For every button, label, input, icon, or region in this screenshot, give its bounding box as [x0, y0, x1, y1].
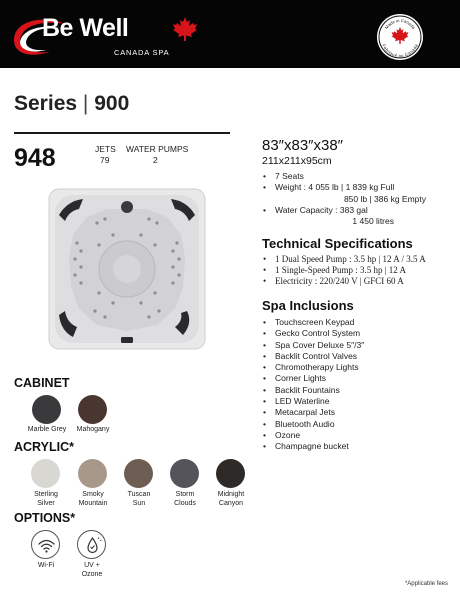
acrylic-label-sterling-silver: Sterling Silver	[34, 491, 58, 507]
technical-specs-list	[262, 254, 426, 288]
brand-name: Be Well	[42, 14, 129, 42]
acrylic-swatch-sterling-silver[interactable]	[31, 459, 60, 488]
made-in-canada-badge	[377, 14, 423, 60]
acrylic-swatch-tuscan-sun[interactable]	[124, 459, 153, 488]
option-uv-ozone[interactable]	[77, 530, 106, 559]
cabinet-label-marble-grey: Marble Grey	[27, 426, 67, 433]
divider-rule	[14, 132, 230, 134]
series-separator: |	[82, 92, 89, 115]
inclusion-item: • LED Waterline	[262, 396, 364, 407]
cabinet-heading: CABINET	[14, 376, 70, 390]
feature-item-continuation: 1 450 litres	[352, 216, 394, 227]
feature-item: • Weight : 4 055 lb | 1 839 kg Full	[262, 182, 426, 193]
acrylic-label-midnight-canyon: Midnight Canyon	[217, 491, 245, 507]
uv-ozone-icon	[78, 531, 107, 560]
inclusion-item: • Champagne bucket	[262, 441, 364, 452]
inclusion-item: • Metacarpal Jets	[262, 407, 364, 418]
pumps-value: 2	[153, 155, 158, 165]
technical-specs-heading: Technical Specifications	[262, 236, 413, 251]
inclusion-item: • Corner Lights	[262, 373, 364, 384]
technical-spec-item: • Electricity : 220/240 V | GFCI 60 A	[262, 276, 426, 287]
acrylic-label-tuscan-sun: Tuscan Sun	[127, 491, 151, 507]
acrylic-swatch-smoky-mountain[interactable]	[78, 459, 107, 488]
acrylic-label-storm-clouds: Storm Clouds	[174, 491, 196, 507]
jets-value: 79	[100, 155, 110, 165]
acrylic-swatch-storm-clouds[interactable]	[170, 459, 199, 488]
dimensions-metric: 211x211x95cm	[262, 155, 332, 167]
acrylic-heading: ACRYLIC*	[14, 440, 74, 454]
spa-inclusions-list	[262, 317, 364, 453]
wifi-icon	[32, 531, 61, 560]
badge-bottom-text: Fabriqué au Canada	[381, 43, 419, 59]
option-wifi[interactable]	[31, 530, 60, 559]
feature-item-continuation: 850 lb | 386 kg Empty	[343, 193, 426, 204]
series-label: Series	[14, 92, 78, 115]
cabinet-label-mahogany: Mahogany	[76, 426, 110, 433]
footnote: *Applicable fees	[404, 581, 448, 587]
spa-top-view-image	[47, 187, 207, 351]
technical-spec-item: • 1 Single-Speed Pump : 3.5 hp | 12 A	[262, 265, 426, 276]
jets-label: JETS	[95, 144, 116, 154]
option-label-wifi: Wi-Fi	[37, 562, 55, 569]
features-list	[262, 171, 426, 227]
inclusion-item: • Backlit Control Valves	[262, 351, 364, 362]
maple-leaf-icon	[172, 16, 198, 42]
dimensions-imperial: 83″x83″x38″	[262, 137, 343, 154]
inclusion-item: • Gecko Control System	[262, 328, 364, 339]
feature-item: • Water Capacity : 383 gal	[262, 205, 426, 216]
inclusion-item: • Ozone	[262, 430, 364, 441]
badge-top-text: Made in Canada	[383, 17, 417, 30]
inclusion-item: • Spa Cover Deluxe 5″/3″	[262, 340, 364, 351]
acrylic-swatch-midnight-canyon[interactable]	[216, 459, 245, 488]
header-bar	[0, 0, 460, 68]
svg-text:Fabriqué au Canada	[381, 43, 419, 58]
spa-inclusions-heading: Spa Inclusions	[262, 298, 354, 313]
options-heading: OPTIONS*	[14, 511, 76, 525]
maple-leaf-icon	[392, 27, 409, 44]
pumps-label: WATER PUMPS	[126, 144, 189, 154]
series-number: 900	[94, 92, 130, 115]
cabinet-swatch-marble-grey[interactable]	[32, 395, 61, 424]
brand-subtitle: CANADA SPA	[114, 48, 170, 57]
brand-logo[interactable]	[10, 10, 210, 62]
inclusion-item: • Backlit Fountains	[262, 385, 364, 396]
model-number: 948	[14, 144, 56, 172]
series-title	[14, 92, 129, 116]
option-label-uv-ozone: UV + Ozone	[81, 562, 103, 578]
inclusion-item: • Touchscreen Keypad	[262, 317, 364, 328]
acrylic-label-smoky-mountain: Smoky Mountain	[78, 491, 108, 507]
feature-item: • 7 Seats	[262, 171, 426, 182]
technical-spec-item: • 1 Dual Speed Pump : 3.5 hp | 12 A / 3.5 A	[262, 254, 426, 265]
cabinet-swatch-mahogany[interactable]	[78, 395, 107, 424]
inclusion-item: • Chromotherapy Lights	[262, 362, 364, 373]
inclusion-item: • Bluetooth Audio	[262, 419, 364, 430]
